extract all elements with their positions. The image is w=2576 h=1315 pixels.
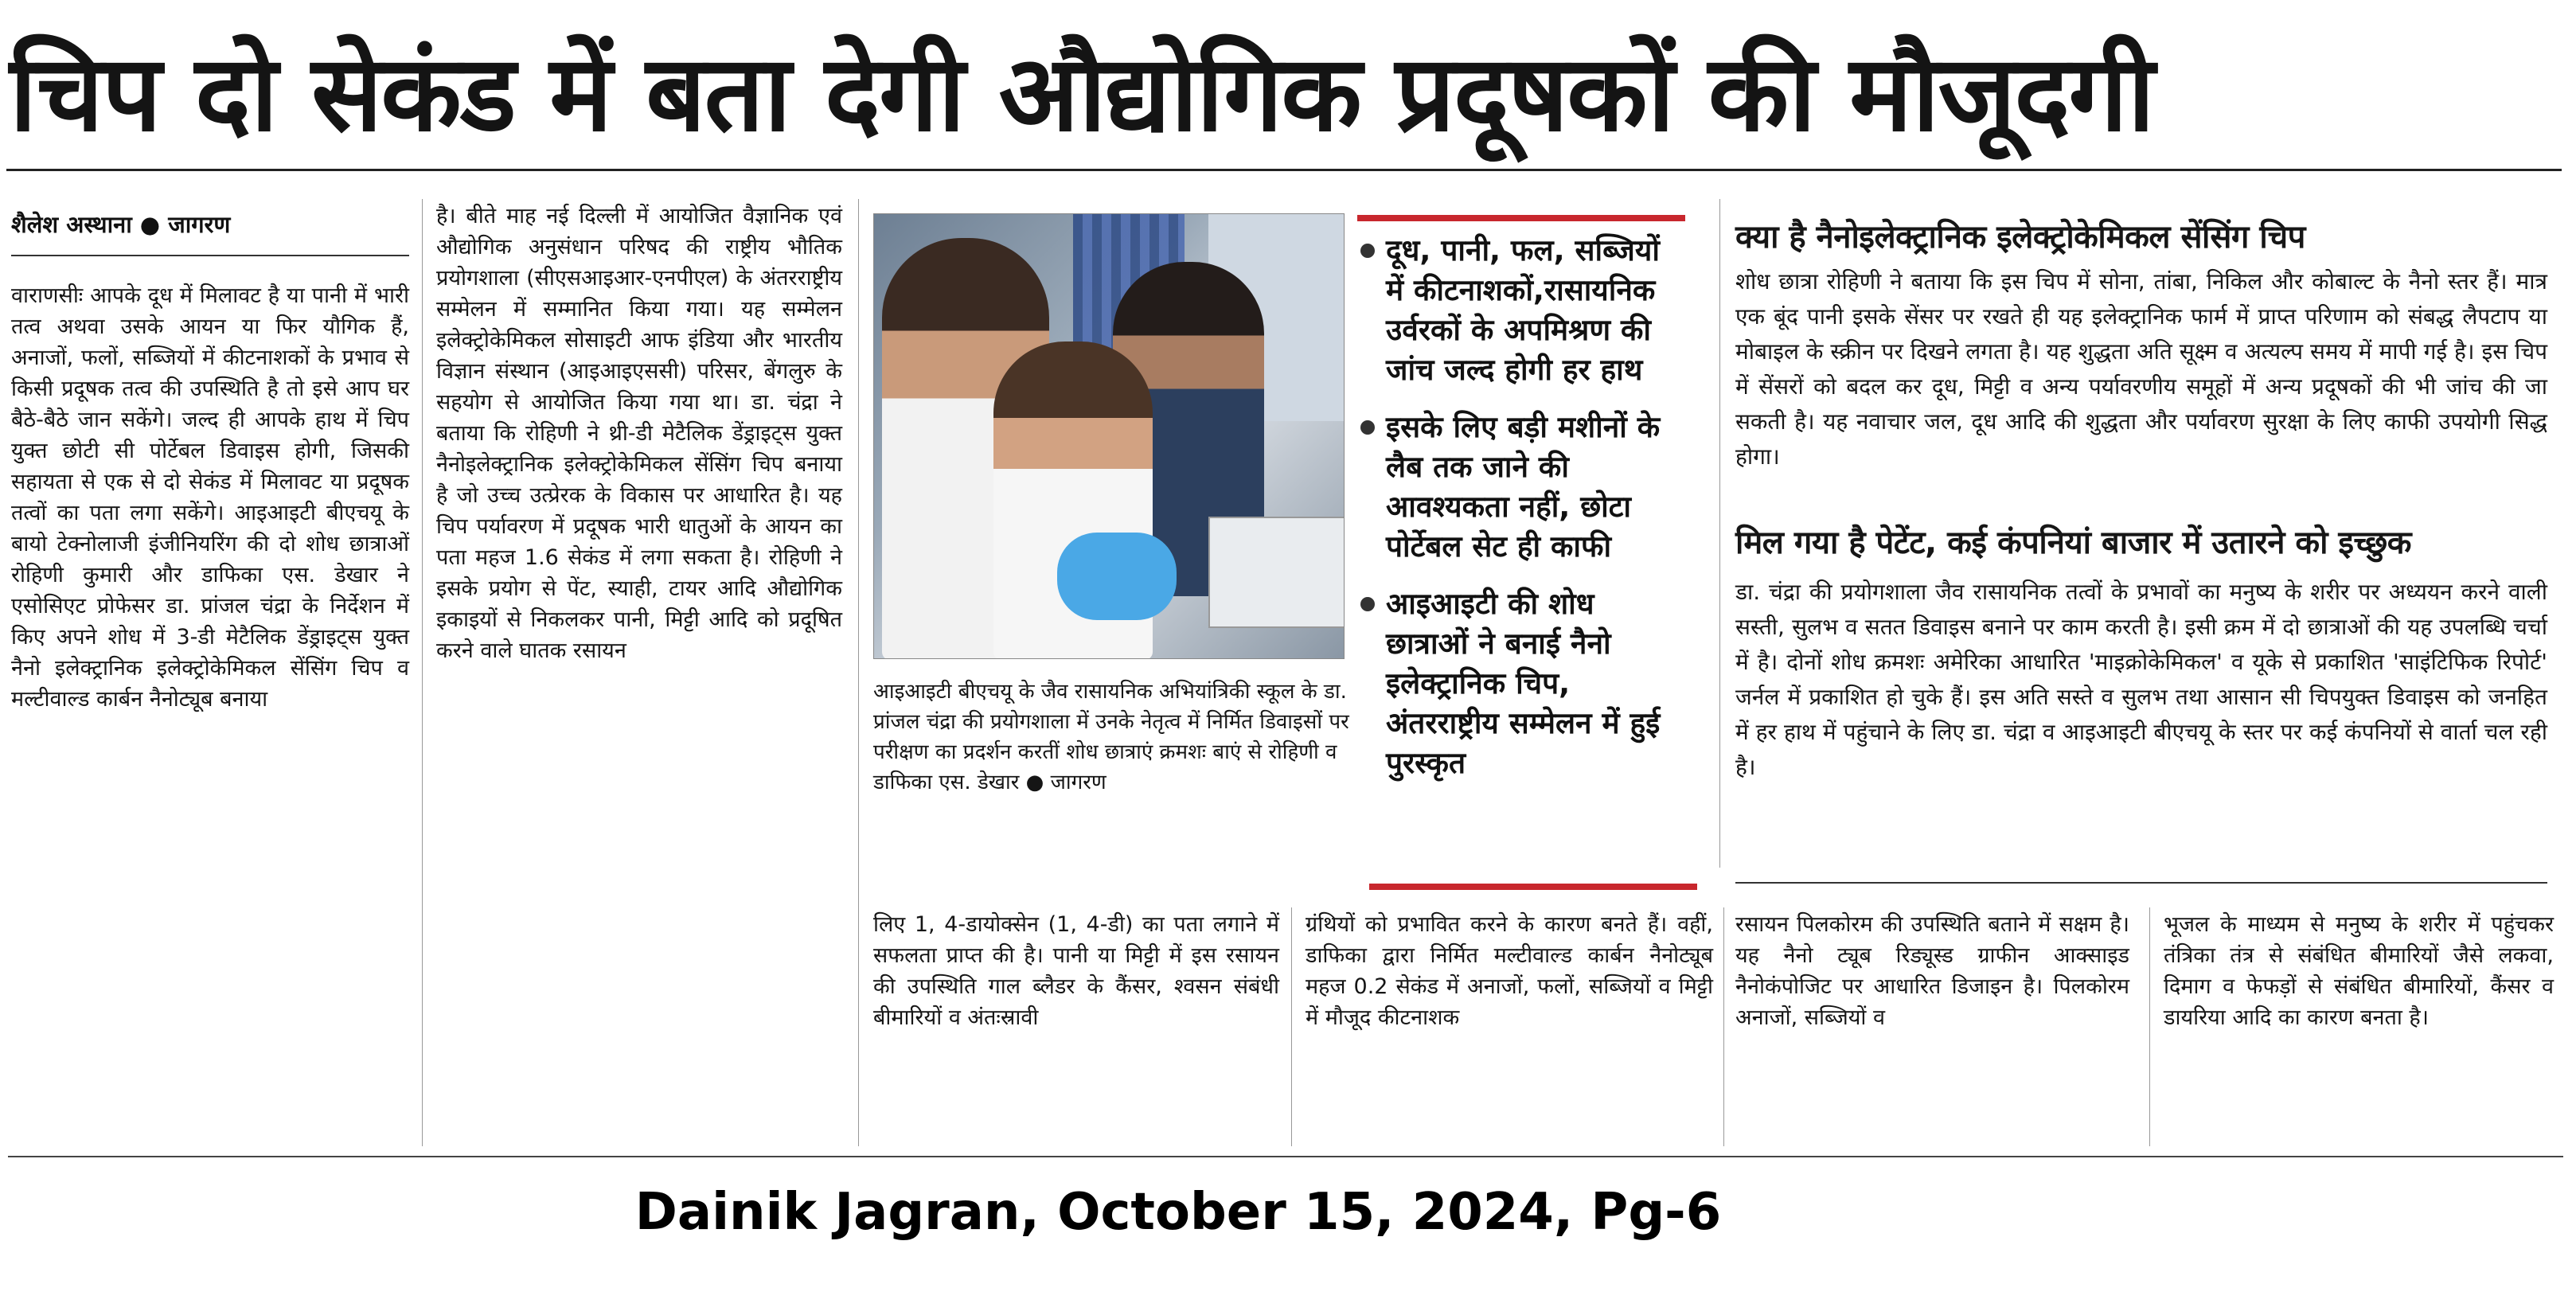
highlight-item: दूध, पानी, फल, सब्जियों में कीटनाशकों,रासायनिक उर्वरकों के अपमिश्रण की जांच जल्द होगी हर हाथ <box>1357 231 1684 390</box>
column-divider <box>1723 907 1724 1146</box>
box1-title: क्या है नैनोइलेक्ट्रानिक इलेक्ट्रोकेमिकल सेंसिंग चिप <box>1735 219 2305 256</box>
lower-column-2: ग्रंथियों को प्रभावित करने के कारण बनते हैं। वहीं, डाफिका द्वारा निर्मित मल्टीवाल्ड कार्बन नैनोट्यूब महज 0.2 सेकंड में अनाजों, फलों, सब्जियों व मिट्टी में मौजूद कीटनाशक <box>1306 912 1713 1030</box>
column-divider <box>1291 907 1292 1146</box>
photo-caption: आइआइटी बीएचयू के जैव रासायनिक अभियांत्रिकी स्कूल के डा. प्रांजल चंद्रा की प्रयोगशाला में उनके नेतृत्व में निर्मित डिवाइसों पर परीक्षण का प्रदर्शन करतीं शोध छात्राएं क्रमशः बाएं से रोहिणी व डाफिका एस. डेखार ● जागरण <box>873 680 1349 794</box>
column-divider <box>858 199 859 1146</box>
lab-photo <box>873 213 1345 659</box>
headline: चिप दो सेकंड में बता देगी औद्योगिक प्रदूषकों की मौजूदगी <box>10 33 2153 155</box>
column-divider <box>422 199 423 1146</box>
lower-column-1: लिए 1, 4-डायोक्सेन (1, 4-डी) का पता लगाने में सफलता प्राप्त की है। पानी या मिट्टी में इस रसायन की उपस्थिति गाल ब्लैडर के कैंसर, श्वसन संबंधी बीमारियों व अंतःस्रावी <box>873 912 1279 1030</box>
box2-text: डा. चंद्रा की प्रयोगशाला जैव रासायनिक तत्वों के प्रभावों का मनुष्य के शरीर पर अध्ययन करने वाली सस्ती, सुलभ व सतत डिवाइस बनाने पर काम करती है। इसी क्रम में दो छात्राओं की यह उपलब्धि चर्चा में है। दोनों शोध क्रमशः अमेरिका आधारित 'माइक्रोकेमिकल' व यूके से प्रकाशित 'साइंटिफिक रिपोर्ट' जर्नल में प्रकाशित हो चुके हैं। इस अति सस्ते व सुलभ तथा आसान सी चिपयुक्त डिवाइस को जनहित में हर हाथ में पहुंचाने के लिए डा. चंद्रा व आइआइटी बीएचयू के स्तर पर कई कंपनियों से वार्ता चल रही है। <box>1735 579 2547 780</box>
red-rule-bottom <box>1369 884 1697 890</box>
highlight-item: इसके लिए बड़ी मशीनों के लैब तक जाने की आवश्यकता नहीं, छोटा पोर्टेबल सेट ही काफी <box>1357 408 1684 567</box>
lower-column-4: भूजल के माध्यम से मनुष्य के शरीर में पहुंचकर तंत्रिका तंत्र से संबंधित बीमारियों जैसे लकवा, दिमाग व फेफड़ों से संबंधित बीमारियों, कैंसर व डायरिया आदि का कारण बनता है। <box>2164 912 2554 1030</box>
lower-divider <box>1735 882 2547 884</box>
box1-text: शोध छात्रा रोहिणी ने बताया कि इस चिप में सोना, तांबा, निकिल और कोबाल्ट के नैनो स्तर हैं। मात्र एक बूंद पानी इसके सेंसर पर रखते ही यह इलेक्ट्रानिक फार्म में प्राप्त परिणाम को संबद्ध लैपटाप या मोबाइल के स्क्रीन पर दिखने लगता है। यह शुद्धता अति सूक्ष्म व अत्यल्प समय में मापी गई है। इस चिप में सेंसरों को बदल कर दूध, मिट्टी व अन्य पर्यावरणीय समूहों में अन्य प्रदूषकों की भी जांच की जा सकती है। यह नवाचार जल, दूध आदि की शुद्धता और पर्यावरण सुरक्षा के लिए काफी उपयोगी सिद्ध होगा। <box>1735 268 2547 470</box>
bottom-rule <box>8 1156 2563 1157</box>
headline-rule <box>6 169 2562 171</box>
article-column-2: है। बीते माह नई दिल्ली में आयोजित वैज्ञानिक एवं औद्योगिक अनुसंधान परिषद की राष्ट्रीय भौतिक प्रयोगशाला (सीएसआइआर-एनपीएल) के अंतरराष्ट्रीय सम्मेलन में सम्मानित किया गया। यह सम्मेलन इलेक्ट्रोकेमिकल सोसाइटी आफ इंडिया और भारतीय विज्ञान संस्थान (आइआइएससी) परिसर, बेंगलुरु के सहयोग से आयोजित किया गया था। डा. चंद्रा ने बताया कि रोहिणी ने थ्री-डी मेटैलिक डेंड्राइट्स युक्त नैनोइलेक्ट्रानिक इलेक्ट्रोकेमिकल सेंसिंग चिप बनाया है जो उच्च उत्प्रेरक के विकास पर आधारित है। यह चिप पर्यावरण में प्रदूषक भारी धातुओं के आयन का पता महज 1.6 सेकंड में लगा सकता है। रोहिणी ने इसके प्रयोग से पेंट, स्याही, टायर आदि औद्योगिक इकाइयों से निकलकर पानी, मिट्टी आदि को प्रदूषित करने वाले घातक रसायन <box>436 204 842 663</box>
source-footer: Dainik Jagran, October 15, 2024, Pg-6 <box>634 1183 1722 1242</box>
photo-device <box>1208 517 1345 628</box>
highlights <box>1357 231 1684 801</box>
photo-glove <box>1057 533 1177 620</box>
column-divider <box>1719 199 1720 868</box>
red-rule-top <box>1357 215 1685 221</box>
lower-column-3: रसायन पिलकोरम की उपस्थिति बताने में सक्षम है। यह नैनो ट्यूब रिड्यूस्ड ग्राफीन आक्साइड नैनोकंपोजिट पर आधारित डिजाइन है। पिलकोरम अनाजों, सब्जियों व <box>1735 912 2129 1030</box>
column-divider <box>2149 907 2150 1146</box>
box2-title: मिल गया है पेटेंट, कई कंपनियां बाजार में उतारने को इच्छुक <box>1735 525 2411 561</box>
byline-divider <box>11 255 409 256</box>
byline: शैलेश अस्थाना ● जागरण <box>11 211 231 238</box>
highlight-item: आइआइटी की शोध छात्राओं ने बनाई नैनो इलेक्ट्रानिक चिप, अंतरराष्ट्रीय सम्मेलन में हुई पुरस्कृत <box>1357 584 1684 783</box>
article-column-1: वाराणसीः आपके दूध में मिलावट है या पानी में भारी तत्व अथवा उसके आयन या फिर यौगिक हैं, अनाजों, फलों, सब्जियों में कीटनाशकों के प्रभाव से किसी प्रदूषक तत्व की उपस्थिति है तो इसे आप घर बैठे-बैठे जान सकेंगे। जल्द ही आपके हाथ में चिप युक्त छोटी सी पोर्टेबल डिवाइस होगी, जिसकी सहायता से एक से दो सेकंड में मिलावट या प्रदूषक तत्वों का पता लगा सकेंगे। आइआइटी बीएचयू के बायो टेक्नोलाजी इंजीनियरिंग की दो शोध छात्राओं रोहिणी कुमारी और डाफिका एस. डेखार ने एसोसिएट प्रोफेसर डा. प्रांजल चंद्रा के निर्देशन में किए अपने शोध में 3-डी मेटैलिक डेंड्राइट्स युक्त नैनो इलेक्ट्रानिक इलेक्ट्रोकेमिकल सेंसिंग चिप व मल्टीवाल्ड कार्बन नैनोट्यूब बनाया <box>11 283 409 712</box>
